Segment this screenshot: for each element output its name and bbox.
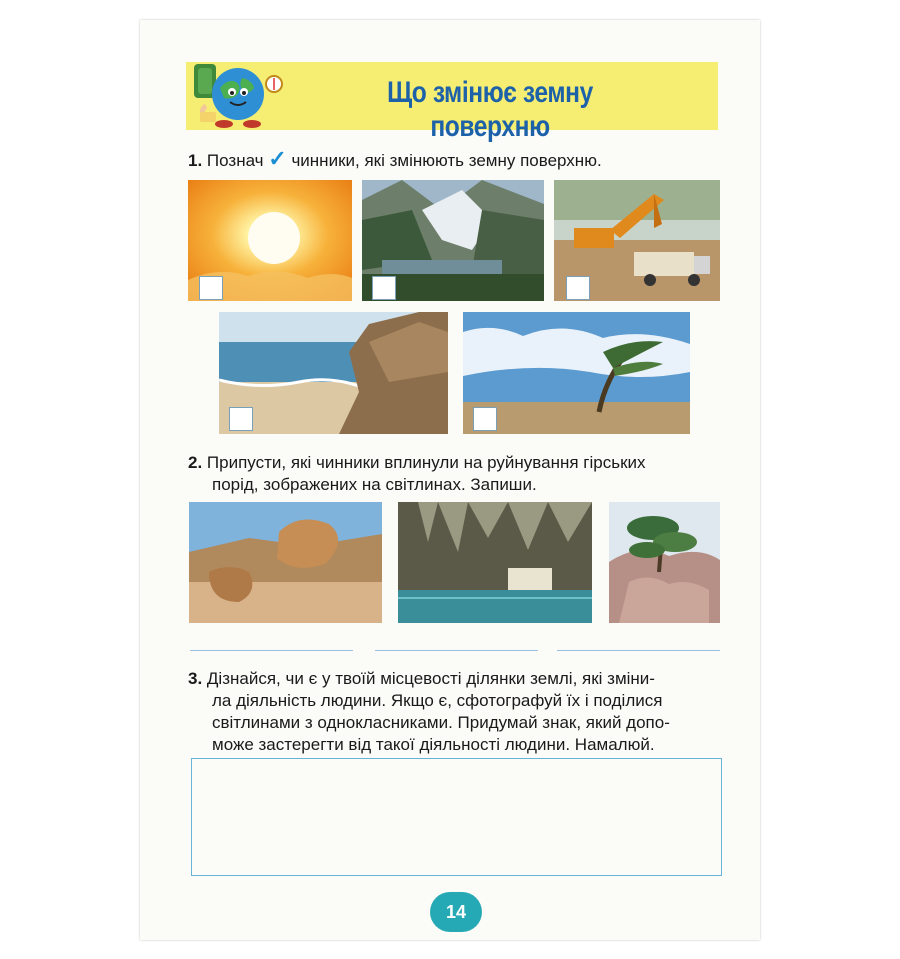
page-number-badge: 14 [430,892,482,932]
wind-tree-photo [463,312,690,434]
answer-line-3[interactable] [557,650,720,651]
sun-checkbox[interactable] [199,276,223,300]
answer-line-1[interactable] [190,650,353,651]
globe-mascot-icon [186,58,286,130]
glacier-checkbox[interactable] [372,276,396,300]
sea-coast-photo [219,312,448,434]
task-3-text-line4: може застерегти від такої діяльності людини. Намалюй. [212,735,655,754]
task-3-prompt [188,668,723,756]
page-title: Що змінює земну поверхню [387,76,593,143]
task-1-text-after: чинники, які змінюють земну поверхню. [291,151,602,170]
rock-tree-photo [609,502,720,623]
answer-line-2[interactable] [375,650,538,651]
sea-coast-checkbox[interactable] [229,407,253,431]
cave-photo [398,502,592,623]
drawing-box[interactable] [191,758,722,876]
excavator-checkbox[interactable] [566,276,590,300]
task-3-number: 3. [188,669,203,688]
task-3-text-line2: ла діяльність людини. Якщо є, сфотографуй їх і поділися [212,691,663,710]
task-2-prompt [188,452,646,496]
desert-rocks-photo [189,502,382,623]
checkmark-icon: ✓ [268,146,287,171]
task-1-number: 1. [188,151,203,170]
task-2-text-line1: Припусти, які чинники вплинули на руйнування гірських [206,453,646,472]
task-3-text-line1: Дізнайся, чи є у твоїй місцевості ділянки землі, які зміни- [206,669,655,688]
task-1-text-before: Познач [206,151,264,170]
task-2-text-line2: порід, зображених на світлинах. Запиши. [212,475,537,494]
wind-tree-checkbox[interactable] [473,407,497,431]
task-2-number: 2. [188,453,203,472]
task-3-text-line3: світлинами з однокласниками. Придумай знак, який допо- [212,713,670,732]
task-1-prompt [188,148,602,172]
